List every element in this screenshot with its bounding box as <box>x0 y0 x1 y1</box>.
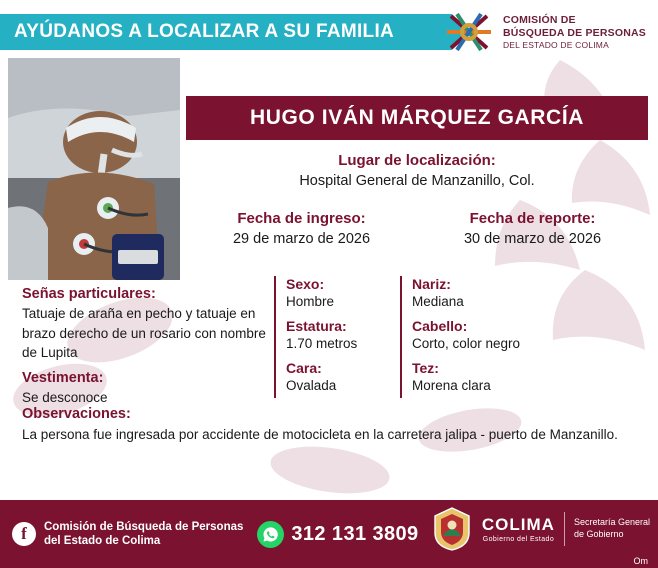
nose-value: Mediana <box>412 294 464 309</box>
colima-main-text: COLIMA <box>481 515 555 534</box>
skin-label: Tez: <box>412 360 439 376</box>
observations-value: La persona fue ingresada por accidente de motocicleta en la carretera jalipa - puerto de Manzanillo. <box>22 427 618 442</box>
face-label: Cara: <box>286 360 322 376</box>
secretaria-wordmark <box>574 517 650 540</box>
location-label: Lugar de localización: <box>338 152 496 169</box>
marks-value: Tatuaje de araña en pecho y tatuaje en brazo derecho de un rosario con nombre de Lupita <box>22 306 266 361</box>
sex-label: Sexo: <box>286 276 325 292</box>
observations-label: Observaciones: <box>22 406 131 422</box>
contact-phone[interactable]: 312 131 3809 <box>291 522 419 545</box>
admission-date-block <box>186 210 417 247</box>
colima-seal-icon <box>431 506 473 552</box>
footer-bar <box>0 500 658 568</box>
secretaria-line1: Secretaría General <box>573 517 650 528</box>
whatsapp-contact[interactable] <box>257 521 418 548</box>
height-value: 1.70 metros <box>286 336 358 351</box>
dates-row <box>186 210 648 247</box>
whatsapp-icon[interactable] <box>257 521 284 548</box>
commission-logo <box>443 8 646 56</box>
report-date-label: Fecha de reporte: <box>469 210 596 227</box>
om-tag: Om <box>633 556 648 566</box>
org-line2: del Estado de Colima <box>44 535 161 547</box>
report-date-block <box>417 210 648 247</box>
government-logos <box>431 506 650 552</box>
sex-value: Hombre <box>286 294 335 309</box>
footer-divider <box>564 512 565 546</box>
hair-label: Cabello: <box>412 318 468 334</box>
admission-date-value: 29 de marzo de 2026 <box>232 231 371 247</box>
facebook-contact[interactable] <box>0 520 243 549</box>
height-label: Estatura: <box>286 318 347 334</box>
nose-label: Nariz: <box>412 276 451 292</box>
colima-sub-text: Gobierno del Estado <box>482 536 555 543</box>
facebook-icon[interactable]: f <box>12 522 36 546</box>
marks-label: Señas particulares: <box>22 286 156 302</box>
commission-logo-line3: DEL ESTADO DE COLIMA <box>502 39 609 50</box>
column-separator-right <box>400 276 402 398</box>
org-line1: Comisión de Búsqueda de Personas <box>44 520 244 533</box>
colima-wordmark <box>482 515 555 543</box>
admission-date-label: Fecha de ingreso: <box>237 210 366 227</box>
hair-value: Corto, color negro <box>412 336 521 351</box>
header-banner-title: AYÚDANOS A LOCALIZAR A SU FAMILIA <box>14 21 395 42</box>
observations-block <box>22 406 636 445</box>
face-value: Ovalada <box>286 378 337 393</box>
commission-logo-line2: BÚSQUEDA DE PERSONAS <box>502 26 646 39</box>
attributes-middle-column <box>286 276 398 402</box>
person-name: HUGO IVÁN MÁRQUEZ GARCÍA <box>249 106 585 129</box>
clothing-label: Vestimenta: <box>22 369 104 386</box>
skin-value: Morena clara <box>412 378 491 393</box>
attributes-right-column <box>412 276 592 402</box>
secretaria-line2: de Gobierno <box>573 529 624 539</box>
left-details-block <box>22 286 280 407</box>
report-date-value: 30 de marzo de 2026 <box>463 231 602 247</box>
location-value: Hospital General de Manzanillo, Col. <box>299 173 535 189</box>
clothing-value: Se desconoce <box>22 389 108 405</box>
commission-logo-mark <box>443 8 495 56</box>
commission-logo-text <box>503 14 646 50</box>
person-photo <box>8 58 180 280</box>
header-banner <box>0 14 452 50</box>
commission-logo-line1: COMISIÓN DE <box>502 14 576 27</box>
person-name-bar <box>186 96 648 140</box>
column-separator-left <box>274 276 276 398</box>
facebook-text <box>44 520 243 549</box>
location-block <box>186 152 648 189</box>
